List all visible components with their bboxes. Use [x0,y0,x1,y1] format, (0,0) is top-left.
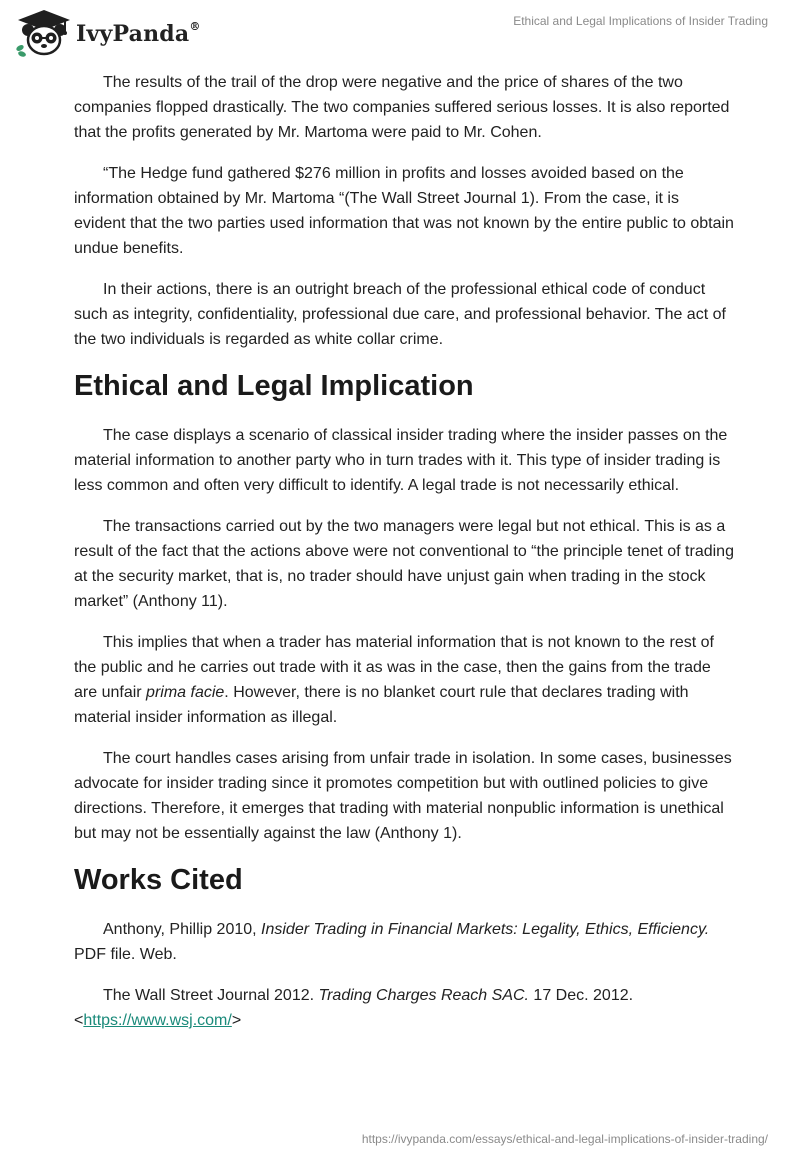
essay-content [74,70,734,1049]
paragraph-6-text-a: This implies that when a trader has material information that is not known to the rest of the public and he carries out trade with it as was in the case, then the gains from the trade are unfair [74,634,714,701]
section-heading-works-cited: Works Cited [74,864,243,896]
source-url: https://ivypanda.com/essays/ethical-and-legal-implications-of-insider-trading/ [361,1132,768,1146]
paragraph-6-text-b: . However, there is no blanket court rule that declares trading with material insider information as illegal. [74,684,689,726]
paragraph-3: In their actions, there is an outright breach of the professional ethical code of conduct such as integrity, confidentiality, professional due care, and professional behavior. The act of the two individuals is regarded as white collar crime. [74,281,726,348]
paragraph-4: The case displays a scenario of classical insider trading where the insider passes on the material information to another party who in turn trades with it. This type of insider trading is less common and often very difficult to identify. A legal trade is not necessarily ethical. [74,427,728,494]
paragraph-6 [74,630,734,730]
citation-1-author: Anthony, Phillip 2010, [103,921,262,938]
citation-2-open-bracket: < [74,1012,84,1029]
page-header [0,0,800,62]
paragraph-5: The transactions carried out by the two managers were legal but not ethical. This is as a result of the fact that the actions above were not conventional to “the principle tenet of trading at the security market, that is, no trader should have unjust gain when trading in the stock market” (Anthony 11). [74,518,734,610]
citation-1 [74,917,734,967]
paragraph-7: The court handles cases arising from unfair trade in isolation. In some cases, businesses advocate for insider trading since it promotes competition but with outlined policies to give directions. Therefore, it emerges that trading with material nonpublic information is unethical but may not be essentially against the law (Anthony 1). [74,750,732,842]
paragraph-6-italic: prima facie [146,684,225,701]
citation-2-author: The Wall Street Journal 2012. [103,987,319,1004]
ivypanda-logo[interactable] [14,8,201,58]
paragraph-1: The results of the trail of the drop were negative and the price of shares of the two companies flopped drastically. The two companies suffered serious losses. It is also reported that the profits generated by Mr. Martoma were paid to Mr. Cohen. [74,74,730,141]
citation-2 [74,983,734,1033]
registered-mark: ® [189,19,201,33]
paragraph-2: “The Hedge fund gathered $276 million in profits and losses avoided based on the information obtained by Mr. Martoma “(The Wall Street Journal 1). From the case, it is evident that the two parties used information that was not known by the entire public to obtain undue benefits. [74,165,734,257]
citation-2-link[interactable]: https://www.wsj.com/ [83,1012,232,1029]
logo-text [76,21,201,47]
document-title: Ethical and Legal Implications of Insider Trading [513,14,768,28]
citation-1-title: Insider Trading in Financial Markets: Legality, Ethics, Efficiency. [261,921,710,938]
section-heading-implication: Ethical and Legal Implication [74,370,474,402]
logo-wordmark: IvyPanda [76,21,190,47]
panda-graduate-icon [14,8,74,58]
citation-2-date: 17 Dec. 2012. [528,987,634,1004]
citation-2-close-bracket: > [231,1012,242,1029]
citation-1-format: PDF file. Web. [74,946,177,963]
citation-2-title: Trading Charges Reach SAC. [318,987,529,1004]
